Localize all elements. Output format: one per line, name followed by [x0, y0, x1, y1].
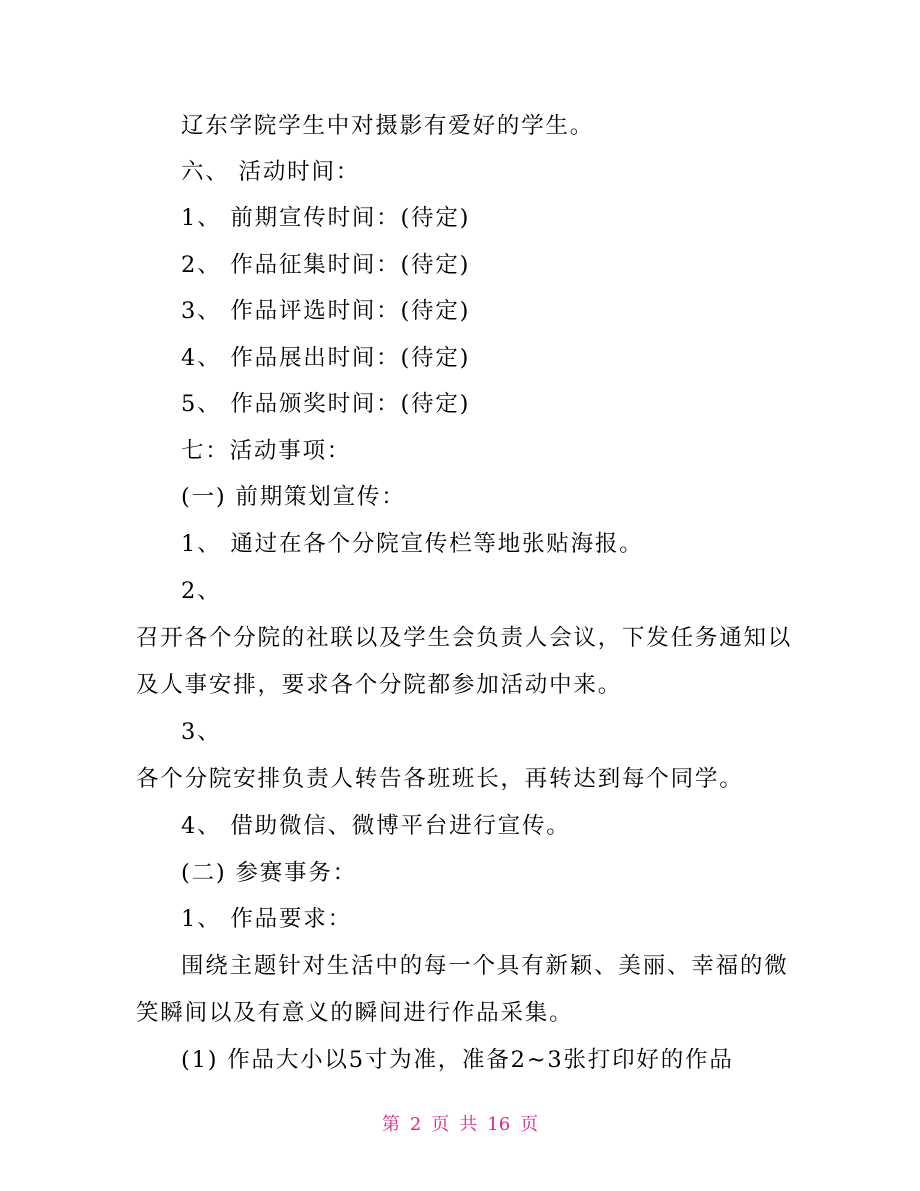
subsection-heading-entry: (二) 参赛事务： — [181, 860, 357, 886]
paragraph-meeting-line-1: 召开各个分院的社联以及学生会负责人会议，下发任务通知以 — [136, 625, 793, 651]
paragraph-theme-line-1: 围绕主题针对生活中的每一个具有新颖、美丽、幸福的微 — [181, 953, 789, 979]
footer-gong: 共 — [459, 1114, 478, 1135]
list-item-social-media: 4、 借助微信、微博平台进行宣传。 — [181, 813, 571, 839]
paragraph-theme-line-2: 笑瞬间以及有意义的瞬间进行作品采集。 — [136, 1000, 574, 1026]
list-item-work-requirements: 1、 作品要求： — [181, 906, 352, 932]
footer-ye-end: 页 — [520, 1114, 539, 1135]
section-heading-activity-time: 六、 活动时间： — [181, 159, 361, 185]
list-item-number-3: 3、 — [181, 719, 222, 745]
paragraph-meeting-line-2: 及人事安排，要求各个分院都参加活动中来。 — [136, 672, 623, 698]
list-item-exhibition-time: 4、 作品展出时间：(待定) — [181, 345, 471, 371]
footer-di: 第 — [381, 1114, 400, 1135]
list-item-collection-time: 2、 作品征集时间：(待定) — [181, 252, 471, 278]
footer-current-page: 2 — [409, 1114, 422, 1135]
list-item-posters: 1、 通过在各个分院宣传栏等地张贴海报。 — [181, 531, 644, 557]
list-item-judging-time: 3、 作品评选时间：(待定) — [181, 298, 471, 324]
paragraph-target-audience: 辽东学院学生中对摄影有爱好的学生。 — [181, 113, 595, 139]
list-item-publicity-time: 1、 前期宣传时间：(待定) — [181, 205, 471, 231]
list-item-number-2: 2、 — [181, 578, 222, 604]
footer-total-pages: 16 — [487, 1114, 511, 1135]
page-footer — [0, 1113, 920, 1137]
subsection-heading-publicity: (一) 前期策划宣传： — [181, 484, 406, 510]
list-item-photo-size: (1) 作品大小以5寸为准，准备2~3张打印好的作品 — [181, 1047, 734, 1073]
footer-ye: 页 — [431, 1114, 450, 1135]
list-item-award-time: 5、 作品颁奖时间：(待定) — [181, 391, 471, 417]
paragraph-class-leaders: 各个分院安排负责人转告各班班长，再转达到每个同学。 — [136, 766, 744, 792]
section-heading-activity-matters: 七：活动事项： — [181, 438, 352, 464]
